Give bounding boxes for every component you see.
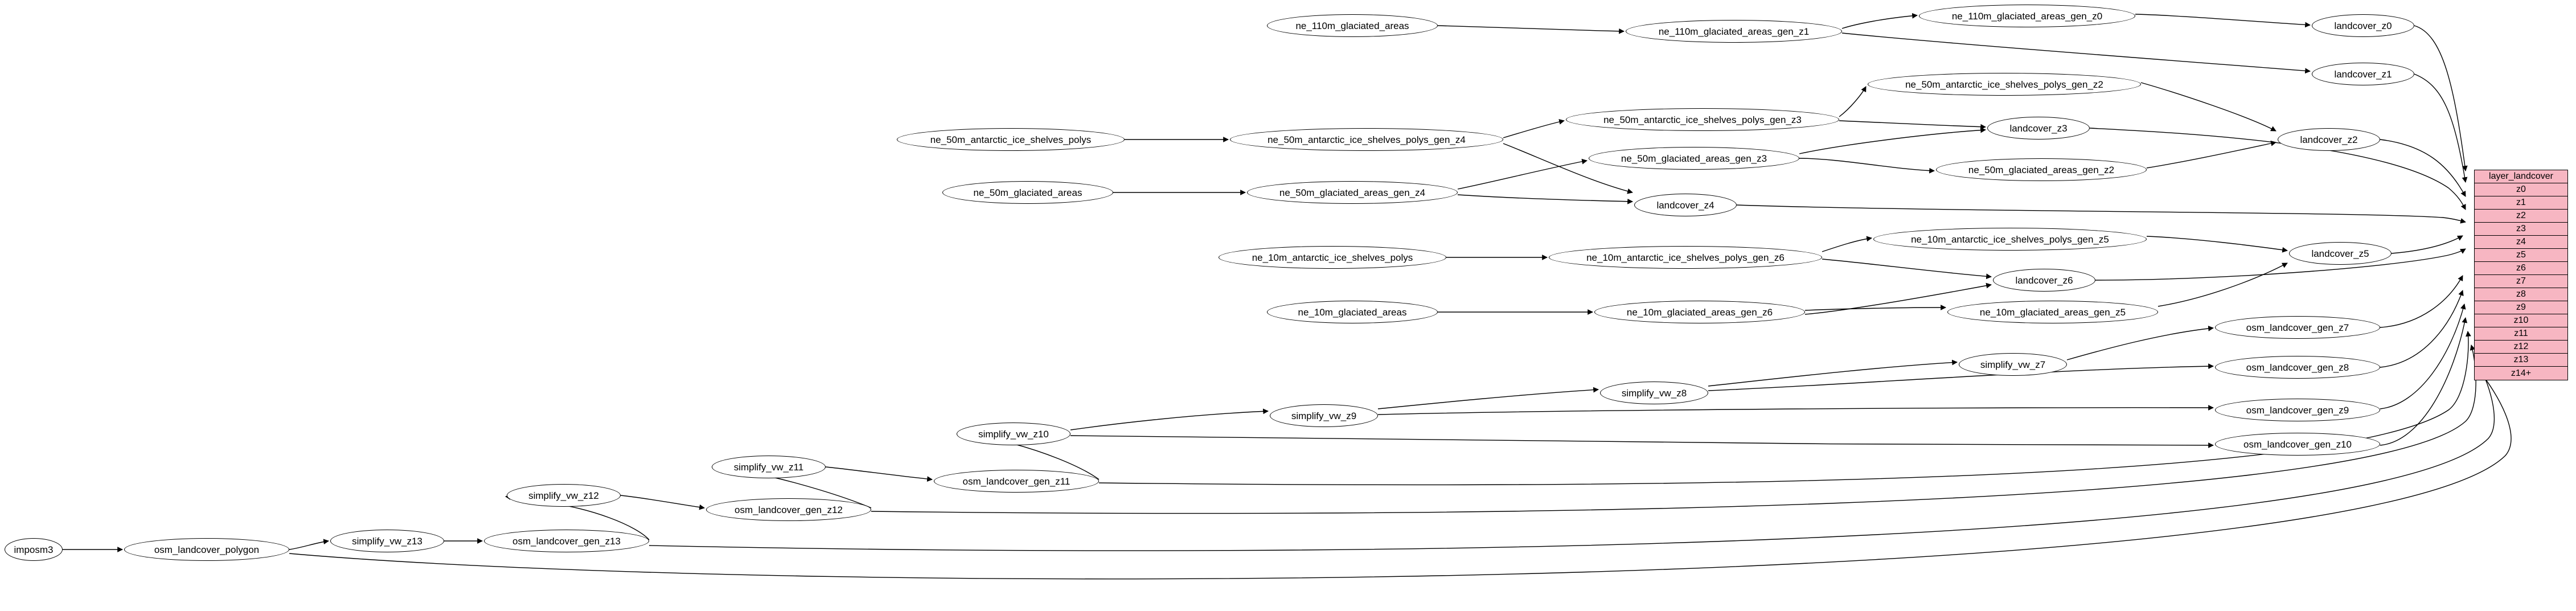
legend-row-z10[interactable]: z10 — [2475, 314, 2567, 327]
node-label: ne_110m_glaciated_areas_gen_z0 — [1951, 10, 2103, 22]
graph-node-simplify_vw_z8[interactable] — [1600, 382, 1708, 404]
graph-node-simplify_vw_z9[interactable] — [1270, 404, 1378, 427]
graph-node-simplify_vw_z7[interactable] — [1959, 353, 2067, 376]
node-label: landcover_z0 — [2334, 20, 2392, 31]
legend-title: layer_landcover — [2475, 170, 2567, 183]
legend-row-z14plus[interactable]: z14+ — [2475, 367, 2567, 380]
graph-node-simplify_vw_z11[interactable] — [712, 456, 826, 478]
node-label: osm_landcover_gen_z11 — [962, 475, 1070, 487]
node-label: ne_50m_antarctic_ice_shelves_polys_gen_z4 — [1268, 134, 1466, 145]
node-label: osm_landcover_gen_z13 — [512, 535, 621, 547]
node-label: simplify_vw_z7 — [1980, 359, 2046, 370]
graph-node-ne_50m_glaciated_areas_gen_z2[interactable] — [1936, 158, 2147, 181]
legend-row-z2[interactable]: z2 — [2475, 210, 2567, 223]
graph-node-ne_50m_glaciated_areas_gen_z4[interactable] — [1247, 181, 1458, 204]
node-label: landcover_z5 — [2311, 248, 2369, 259]
legend-row-z5[interactable]: z5 — [2475, 249, 2567, 262]
graph-node-landcover_z0[interactable] — [2312, 14, 2414, 37]
legend-row-z1[interactable]: z1 — [2475, 196, 2567, 210]
node-label: simplify_vw_z11 — [733, 461, 804, 473]
node-label: simplify_vw_z9 — [1291, 410, 1357, 421]
node-label: ne_110m_glaciated_areas — [1295, 20, 1409, 31]
node-label: ne_50m_glaciated_areas_gen_z4 — [1279, 187, 1426, 198]
legend-row-z8[interactable]: z8 — [2475, 288, 2567, 301]
legend-layer-landcover[interactable] — [2474, 170, 2568, 380]
legend-row-z3[interactable]: z3 — [2475, 223, 2567, 236]
graph-node-osm_landcover_polygon[interactable] — [124, 538, 289, 561]
node-label: ne_10m_antarctic_ice_shelves_polys — [1252, 252, 1413, 263]
node-label: osm_landcover_gen_z8 — [2246, 362, 2349, 373]
graph-node-landcover_z6[interactable] — [1993, 269, 2095, 292]
node-label: ne_10m_antarctic_ice_shelves_polys_gen_z6 — [1586, 252, 1785, 263]
graph-node-ne_110m_glaciated_areas[interactable] — [1267, 14, 1438, 37]
graph-node-osm_landcover_gen_z9[interactable] — [2215, 399, 2380, 421]
node-label: osm_landcover_gen_z10 — [2243, 438, 2352, 450]
legend-row-z4[interactable]: z4 — [2475, 236, 2567, 249]
node-label: landcover_z3 — [2009, 122, 2068, 134]
graph-node-ne_110m_glaciated_areas_gen_z0[interactable] — [1919, 5, 2135, 27]
legend-row-z6[interactable]: z6 — [2475, 262, 2567, 275]
graph-node-ne_110m_glaciated_areas_gen_z1[interactable] — [1626, 20, 1842, 43]
node-label: ne_50m_antarctic_ice_shelves_polys_gen_z3 — [1603, 114, 1802, 125]
graph-node-ne_10m_glaciated_areas_gen_z5[interactable] — [1947, 301, 2158, 323]
legend-row-z11[interactable]: z11 — [2475, 327, 2567, 341]
graph-node-ne_50m_antarctic_ice_shelves_polys_gen_z4[interactable] — [1230, 128, 1503, 151]
legend-row-z12[interactable]: z12 — [2475, 341, 2567, 354]
node-label: landcover_z6 — [2015, 274, 2073, 286]
graph-node-ne_10m_antarctic_ice_shelves_polys[interactable] — [1219, 246, 1446, 269]
graph-node-imposm3[interactable] — [5, 538, 63, 561]
graph-node-osm_landcover_gen_z13[interactable] — [484, 530, 649, 552]
node-label: ne_10m_glaciated_areas_gen_z5 — [1979, 306, 2126, 318]
node-label: simplify_vw_z10 — [978, 428, 1049, 440]
graph-node-osm_landcover_gen_z11[interactable] — [934, 470, 1099, 493]
graph-node-osm_landcover_gen_z7[interactable] — [2215, 316, 2380, 339]
graph-node-ne_10m_antarctic_ice_shelves_polys_gen_z5[interactable] — [1873, 228, 2147, 251]
graph-node-simplify_vw_z13[interactable] — [330, 530, 444, 552]
node-label: ne_10m_glaciated_areas_gen_z6 — [1626, 306, 1773, 318]
legend-row-z0[interactable]: z0 — [2475, 183, 2567, 196]
node-label: ne_50m_antarctic_ice_shelves_polys_gen_z2 — [1905, 79, 2103, 90]
legend-row-z7[interactable]: z7 — [2475, 275, 2567, 288]
graph-node-landcover_z3[interactable] — [1987, 117, 2090, 140]
node-label: osm_landcover_polygon — [154, 544, 260, 555]
node-label: ne_50m_glaciated_areas_gen_z3 — [1621, 153, 1767, 164]
graph-node-landcover_z1[interactable] — [2312, 63, 2414, 85]
graph-node-landcover_z2[interactable] — [2278, 128, 2380, 151]
node-label: ne_110m_glaciated_areas_gen_z1 — [1658, 26, 1810, 37]
node-label: ne_10m_glaciated_areas — [1298, 306, 1407, 318]
graph-node-osm_landcover_gen_z8[interactable] — [2215, 356, 2380, 379]
node-label: ne_10m_antarctic_ice_shelves_polys_gen_z5 — [1911, 233, 2109, 245]
node-label: ne_50m_glaciated_areas_gen_z2 — [1968, 164, 2115, 175]
graph-node-ne_50m_glaciated_areas[interactable] — [942, 181, 1113, 204]
node-label: simplify_vw_z13 — [352, 535, 423, 547]
graph-node-landcover_z5[interactable] — [2289, 242, 2392, 265]
graph-node-osm_landcover_gen_z10[interactable] — [2215, 433, 2380, 456]
legend-row-z13[interactable]: z13 — [2475, 354, 2567, 367]
node-label: landcover_z4 — [1656, 199, 1714, 211]
node-label: osm_landcover_gen_z12 — [735, 504, 843, 515]
graph-node-ne_10m_glaciated_areas_gen_z6[interactable] — [1594, 301, 1805, 323]
graph-node-ne_10m_antarctic_ice_shelves_polys_gen_z6[interactable] — [1549, 246, 1822, 269]
node-label: simplify_vw_z8 — [1621, 387, 1687, 399]
node-label: ne_50m_glaciated_areas — [973, 187, 1082, 198]
graph-node-ne_50m_antarctic_ice_shelves_polys_gen_z3[interactable] — [1566, 108, 1839, 131]
graph-node-simplify_vw_z12[interactable] — [507, 484, 621, 507]
graph-node-ne_50m_glaciated_areas_gen_z3[interactable] — [1589, 147, 1799, 170]
graph-node-ne_10m_glaciated_areas[interactable] — [1267, 301, 1438, 323]
graph-node-simplify_vw_z10[interactable] — [957, 423, 1070, 445]
node-label: simplify_vw_z12 — [528, 490, 599, 501]
node-label: ne_50m_antarctic_ice_shelves_polys — [930, 134, 1092, 145]
legend-row-z9[interactable]: z9 — [2475, 301, 2567, 314]
graph-node-landcover_z4[interactable] — [1634, 194, 1737, 216]
node-label: osm_landcover_gen_z9 — [2246, 404, 2349, 416]
graph-node-ne_50m_antarctic_ice_shelves_polys[interactable] — [897, 128, 1125, 151]
graph-node-osm_landcover_gen_z12[interactable] — [706, 498, 871, 521]
node-label: osm_landcover_gen_z7 — [2246, 322, 2349, 333]
graph-node-ne_50m_antarctic_ice_shelves_polys_gen_z2[interactable] — [1868, 73, 2141, 96]
node-label: landcover_z2 — [2300, 134, 2358, 145]
node-label: landcover_z1 — [2334, 68, 2392, 80]
node-label: imposm3 — [14, 544, 54, 555]
